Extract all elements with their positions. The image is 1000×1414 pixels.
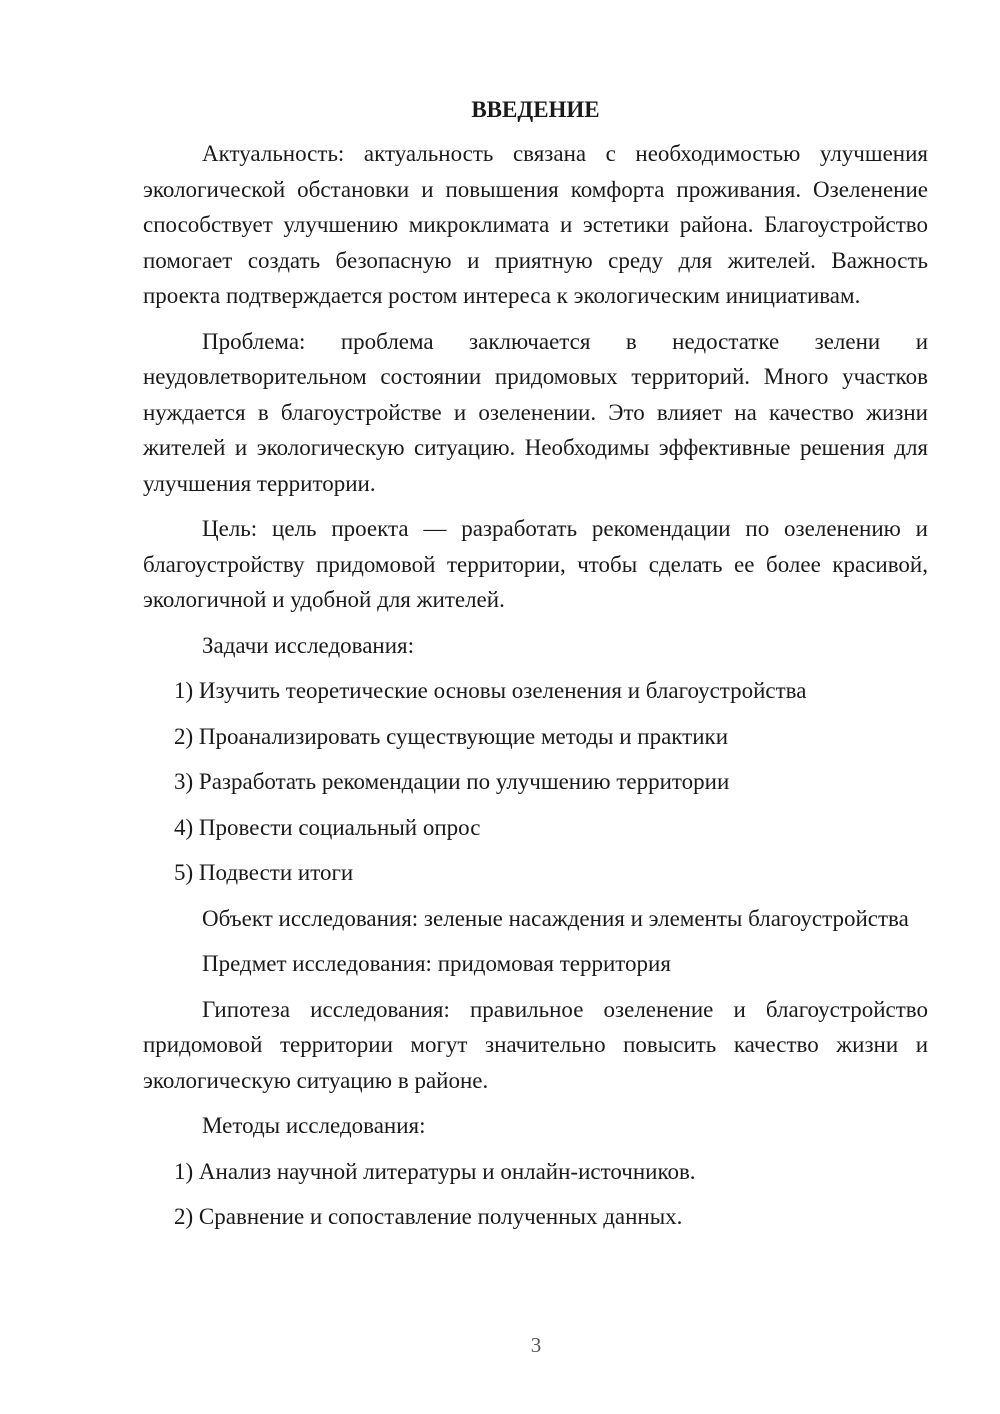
methods-list (143, 1154, 928, 1235)
list-item: 2) Проанализировать существующие методы и практики (174, 723, 729, 749)
subject-paragraph: Предмет исследования: придомовая территория (202, 951, 671, 976)
list-item: 4) Провести социальный опрос (174, 814, 481, 840)
list-item: 5) Подвести итоги (174, 860, 354, 885)
problem-paragraph: Проблема: проблема заключается в недостатке зелени и неудовлетворительном состоянии придомовых территорий. Много участков нуждается в благоустройстве и озеленении. Это влияет на качество жизни жителей и экологическую ситуацию. Необходимы эффективные решения для улучшения территории. (143, 328, 928, 496)
list-item: 1) Изучить теоретические основы озеленения и благоустройства (174, 678, 807, 703)
methods-title: Методы исследования: (202, 1113, 426, 1138)
document-page (143, 96, 928, 1235)
page-title: ВВЕДЕНИЕ (471, 97, 600, 122)
page-number: 3 (530, 1333, 542, 1357)
hypothesis-paragraph: Гипотеза исследования: правильное озеленение и благоустройство придомовой территории могут значительно повысить качество жизни и экологическую ситуацию в районе. (143, 996, 928, 1093)
list-item: 2) Сравнение и сопоставление полученных данных. (174, 1204, 683, 1229)
goal-paragraph: Цель: цель проекта — разработать рекомендации по озеленению и благоустройству придомовой территории, чтобы сделать ее более красивой, экологичной и удобной для жителей. (143, 516, 928, 612)
list-item: 3) Разработать рекомендации по улучшению территории (174, 769, 730, 794)
object-paragraph: Объект исследования: зеленые насаждения и элементы благоустройства (202, 905, 909, 931)
tasks-list (143, 673, 928, 891)
list-item: 1) Анализ научной литературы и онлайн-источников. (174, 1158, 696, 1184)
relevance-paragraph: Актуальность: актуальность связана с необходимостью улучшения экологической обстановки и повышения комфорта проживания. Озеленение способствует улучшению микроклимата и эстетики района. Благоустройство помогает создать безопасную и приятную среду для жителей. Важность проекта подтверждается ростом интереса к экологическим инициативам. (143, 141, 928, 308)
tasks-title: Задачи исследования: (202, 632, 415, 658)
